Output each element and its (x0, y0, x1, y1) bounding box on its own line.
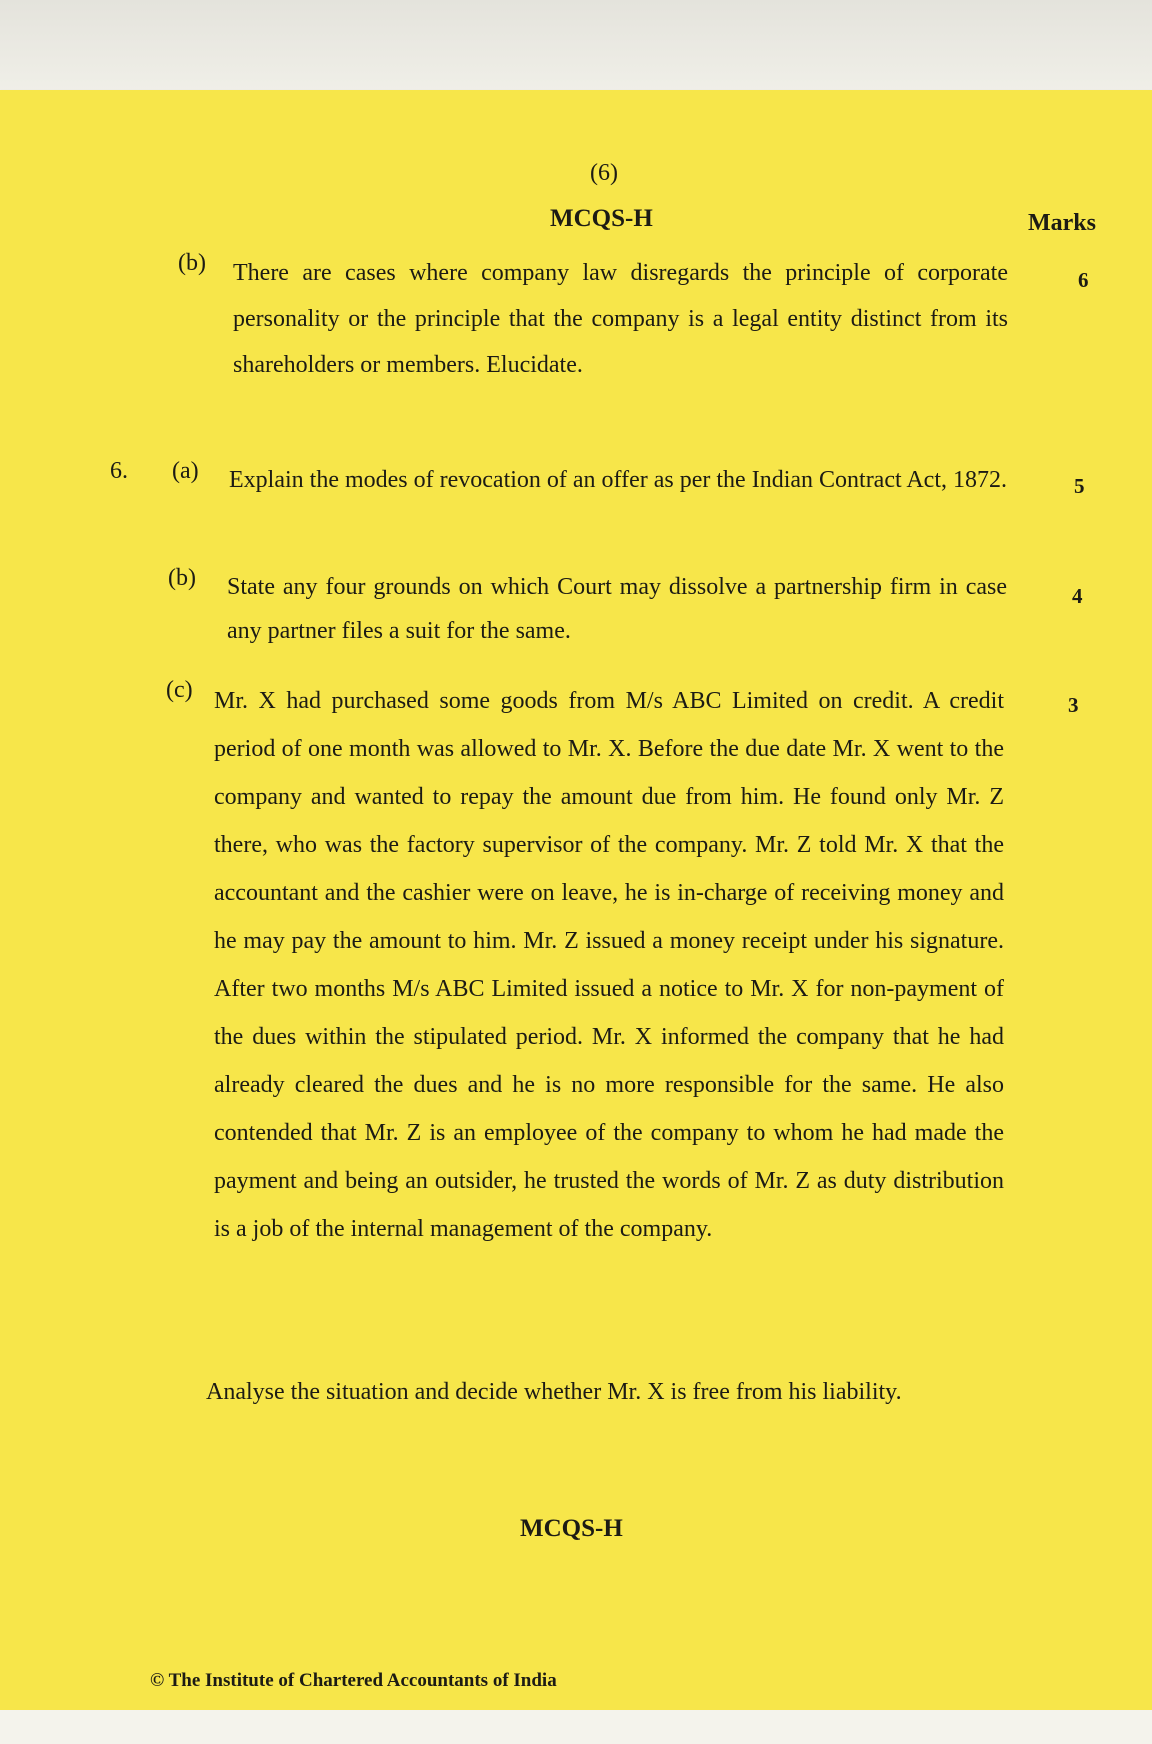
question-6b-marks: 4 (1072, 584, 1083, 608)
scan-bottom-margin (0, 1710, 1152, 1744)
copyright-notice: © The Institute of Chartered Accountants of India (150, 1670, 557, 1691)
marks-column-header: Marks (1028, 210, 1096, 236)
header-paper-code: MCQS-H (550, 205, 653, 232)
question-5b-text: There are cases where company law disregards the principle of corporate personality or the principle that the company is a legal entity distinct from its shareholders or members. Elucidate. (233, 260, 1008, 378)
question-6c-label: (c) (166, 677, 193, 703)
question-6a-label: (a) (172, 458, 199, 484)
question-6c-text: Mr. X had purchased some goods from M/s ABC Limited on credit. A credit period of one month was allowed to Mr. X. Before the due date Mr. X went to the company and wanted to repay the amount due from him. He found only Mr. Z there, who was the factory supervisor of the company. Mr. Z told Mr. X that the accountant and the cashier were on leave, he is in-charge of receiving money and he may pay the amount to him. Mr. Z issued a money receipt under his signature. After two months M/s ABC Limited issued a notice to Mr. X for non-payment of the dues within the stipulated period. Mr. X informed the company that he had already cleared the dues and he is no more responsible for the same. He also contended that Mr. Z is an employee of the company to whom he had made the payment and being an outsider, he trusted the words of Mr. Z as duty distribution is a job of the internal management of the company. (214, 688, 1004, 1242)
question-5b-marks: 6 (1078, 268, 1089, 292)
question-6a-text: Explain the modes of revocation of an offer as per the Indian Contract Act, 1872. (229, 467, 1007, 493)
question-6c-conclusion: Analyse the situation and decide whether Mr. X is free from his liability. (206, 1379, 902, 1405)
question-6-number: 6. (110, 458, 128, 484)
scan-top-margin (0, 0, 1152, 92)
page-number: (6) (590, 160, 618, 186)
question-6b-label: (b) (168, 565, 196, 591)
footer-paper-code: MCQS-H (520, 1515, 623, 1542)
question-6a-marks: 5 (1074, 474, 1085, 498)
question-6c-marks: 3 (1068, 693, 1079, 717)
question-6b-text: State any four grounds on which Court may dissolve a partnership firm in case any partner files a suit for the same. (227, 574, 1007, 644)
question-5b-label: (b) (178, 250, 206, 276)
